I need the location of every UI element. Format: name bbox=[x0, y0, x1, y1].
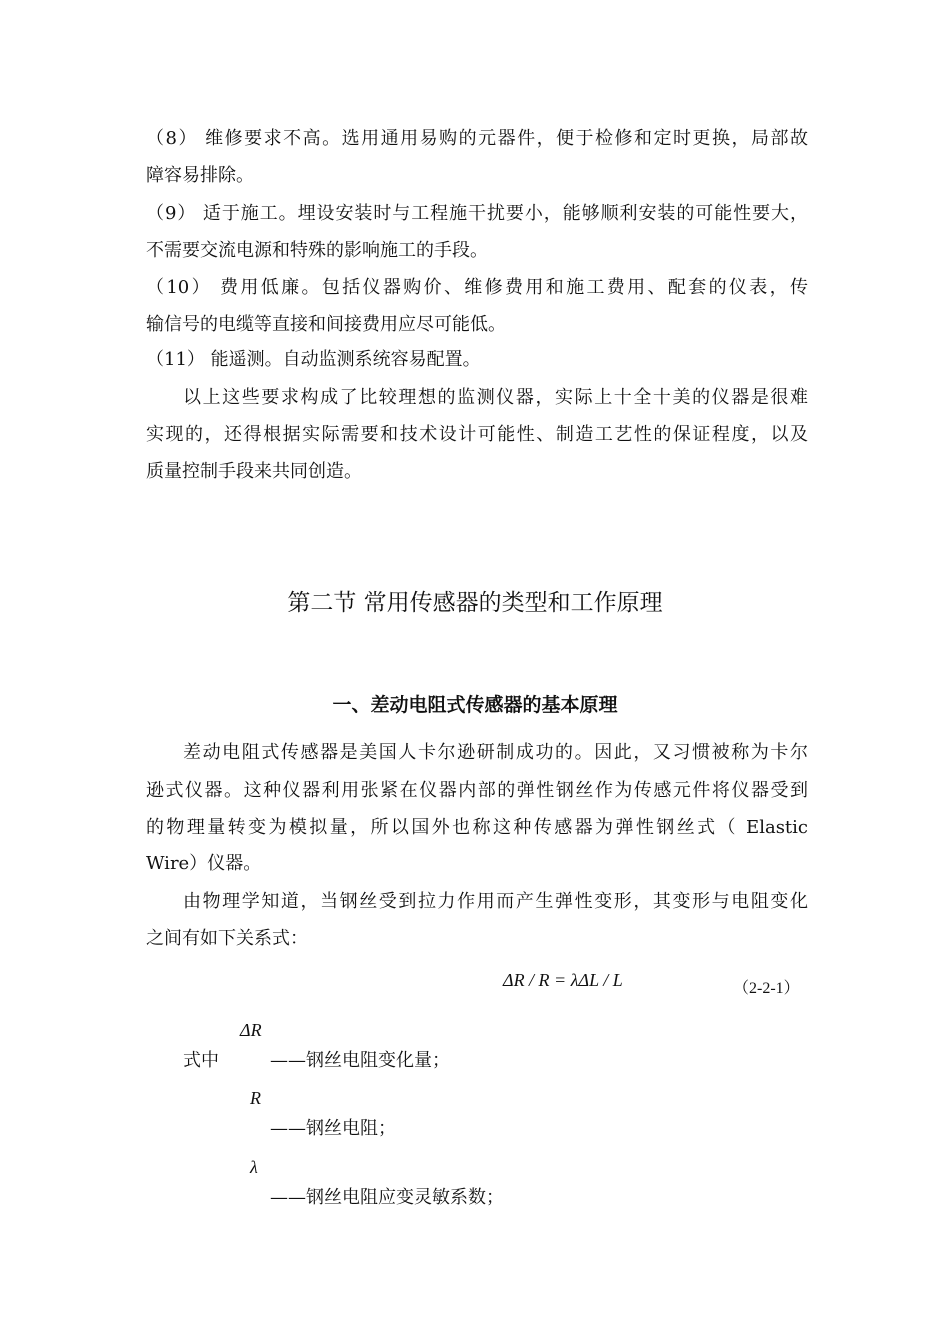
equation-number: （2-2-1） bbox=[733, 980, 800, 997]
definitions-prefix: 式中 bbox=[183, 1050, 219, 1071]
para1-line-2: 逊式仪器。这种仪器利用张紧在仪器内部的弹性钢丝作为传感元件将仪器受到 bbox=[146, 780, 808, 801]
definition-delta-r: ——钢丝电阻变化量； bbox=[270, 1050, 450, 1071]
para2-line-2: 之间有如下关系式： bbox=[146, 928, 308, 949]
item-11-line: （11） 能遥测。自动监测系统容易配置。 bbox=[146, 349, 481, 370]
symbol-r: R bbox=[250, 1088, 261, 1108]
summary-line-1: 以上这些要求构成了比较理想的监测仪器，实际上十全十美的仪器是很难 bbox=[183, 387, 808, 408]
para1-line-3: 的物理量转变为模拟量，所以国外也称这种传感器为弹性钢丝式（ Elastic bbox=[146, 817, 808, 838]
item-10-line-2: 输信号的电缆等直接和间接费用应尽可能低。 bbox=[146, 314, 506, 335]
item-8-line-2: 障容易排除。 bbox=[146, 165, 254, 186]
item-9-line-1: （9） 适于施工。埋设安装时与工程施干扰要小，能够顺利安装的可能性要大， bbox=[146, 203, 808, 224]
item-8-line-1: （8） 维修要求不高。选用通用易购的元器件，便于检修和定时更换，局部故 bbox=[146, 128, 808, 149]
para1-line-1: 差动电阻式传感器是美国人卡尔逊研制成功的。因此，又习惯被称为卡尔 bbox=[183, 742, 808, 763]
item-10-line-1: （10） 费用低廉。包括仪器购价、维修费用和施工费用、配套的仪表，传 bbox=[146, 277, 808, 298]
subsection-title: 一、差动电阻式传感器的基本原理 bbox=[332, 694, 618, 716]
summary-line-2: 实现的，还得根据实际需要和技术设计可能性、制造工艺性的保证程度，以及 bbox=[146, 424, 808, 445]
symbol-delta-r: ΔR bbox=[240, 1020, 262, 1040]
formula-expression: ΔR / R = λΔL / L bbox=[503, 970, 623, 990]
section-title: 第二节 常用传感器的类型和工作原理 bbox=[287, 590, 663, 616]
definition-lambda: ——钢丝电阻应变灵敏系数； bbox=[270, 1187, 504, 1208]
summary-line-3: 质量控制手段来共同创造。 bbox=[146, 461, 362, 482]
symbol-lambda: λ bbox=[250, 1157, 258, 1177]
item-9-line-2: 不需要交流电源和特殊的影响施工的手段。 bbox=[146, 240, 488, 261]
para2-line-1: 由物理学知道，当钢丝受到拉力作用而产生弹性变形，其变形与电阻变化 bbox=[183, 891, 808, 912]
para1-line-4: Wire）仪器。 bbox=[146, 853, 262, 874]
definition-r: ——钢丝电阻； bbox=[270, 1118, 396, 1139]
